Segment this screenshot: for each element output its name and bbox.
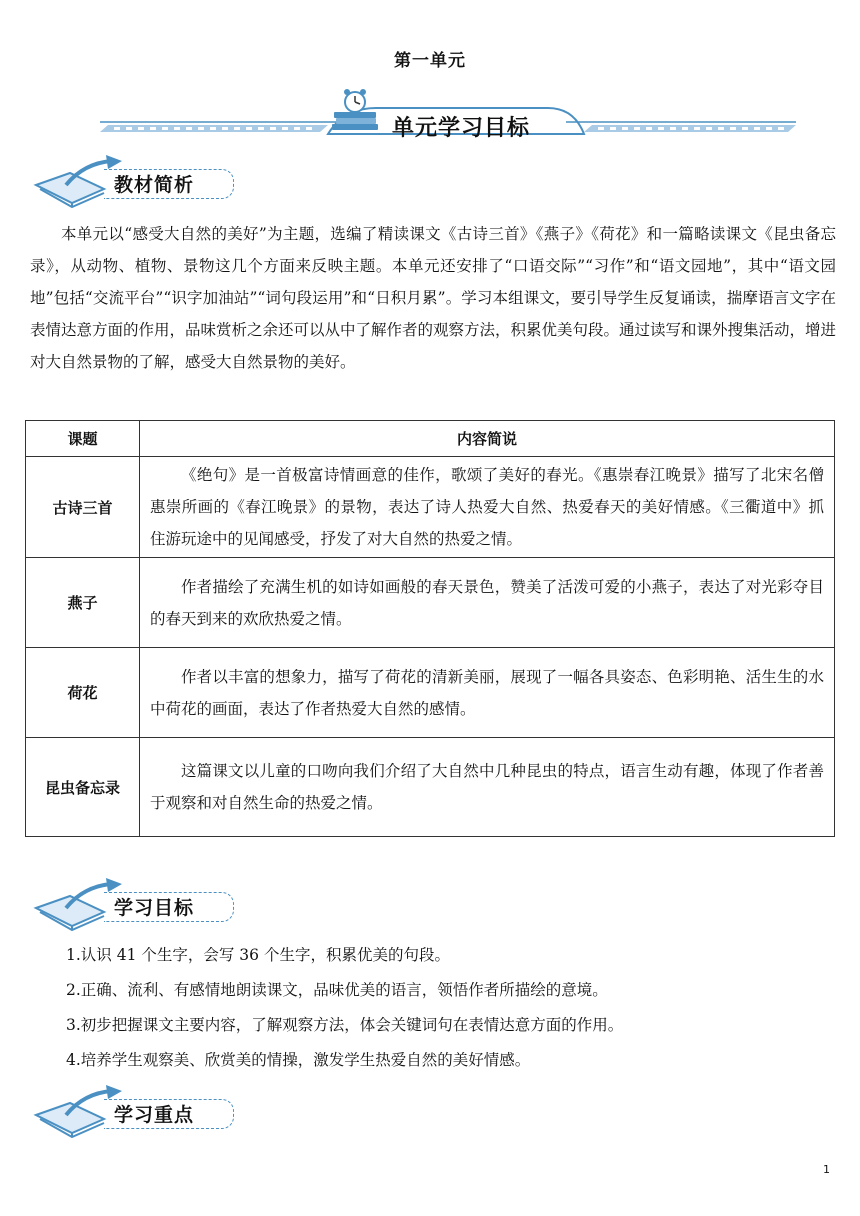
section-title: 教材简析 xyxy=(114,174,195,196)
header-topic: 课题 xyxy=(26,421,140,457)
list-item: 1.认识 41 个生字，会写 36 个生字，积累优美的句段。 xyxy=(66,946,450,964)
table-header-row xyxy=(26,421,835,457)
banner-title: 单元学习目标 xyxy=(392,116,531,141)
section-header-focus xyxy=(30,1085,240,1143)
books-clock-icon xyxy=(332,89,378,130)
row-topic: 昆虫备忘录 xyxy=(26,738,140,837)
row-topic: 古诗三首 xyxy=(26,457,140,558)
row-topic: 荷花 xyxy=(26,648,140,738)
list-item: 4.培养学生观察美、欣赏美的情操，激发学生热爱自然的美好情感。 xyxy=(66,1051,531,1069)
row-desc: 作者描绘了充满生机的如诗如画般的春天景色，赞美了活泼可爱的小燕子，表达了对光彩夺目的春天到来的欢欣热爱之情。 xyxy=(140,558,835,648)
table-row xyxy=(26,558,835,648)
row-topic: 燕子 xyxy=(26,558,140,648)
section-header-goals xyxy=(30,878,240,936)
section-header-textbook xyxy=(30,155,240,213)
goals-list xyxy=(66,942,826,1082)
row-desc: 作者以丰富的想象力，描写了荷花的清新美丽，展现了一幅各具姿态、色彩明艳、活生生的水中荷花的画面，表达了作者热爱大自然的感情。 xyxy=(140,648,835,738)
list-item: 2.正确、流利、有感情地朗读课文，品味优美的语言，领悟作者所描绘的意境。 xyxy=(66,981,608,999)
row-desc: 《绝句》是一首极富诗情画意的佳作，歌颂了美好的春光。《惠崇春江晚景》描写了北宋名僧惠崇所画的《春江晚景》的景物，表达了诗人热爱大自然、热爱春天的美好情感。《三衢道中》抓住游玩途中的见闻感受，抒发了对大自然的热爱之情。 xyxy=(140,457,835,558)
section-title: 学习目标 xyxy=(114,897,195,919)
section-title: 学习重点 xyxy=(114,1104,195,1126)
lesson-table xyxy=(25,420,835,837)
table-row xyxy=(26,738,835,837)
header-desc: 内容简说 xyxy=(140,421,835,457)
intro-paragraph: 本单元以“感受大自然的美好”为主题，选编了精读课文《古诗三首》《燕子》《荷花》和一篇略读课文《昆虫备忘录》，从动物、植物、景物这几个方面来反映主题。本单元还安排了“口语交际”“习作”和“语文园地”，其中“语文园地”包括“交流平台”“识字加油站”“词句段运用”和“日积月累”。学习本组课文，要引导学生反复诵读，揣摩语言文字在表情达意方面的作用，品味赏析之余还可以从中了解作者的观察方法，积累优美句段。通过读写和课外搜集活动，增进对大自然景物的了解，感受大自然景物的美好。 xyxy=(30,225,837,371)
page-number: 1 xyxy=(823,1163,830,1176)
table-row xyxy=(26,457,835,558)
row-desc: 这篇课文以儿童的口吻向我们介绍了大自然中几种昆虫的特点，语言生动有趣，体现了作者善于观察和对自然生命的热爱之情。 xyxy=(140,738,835,837)
table-row xyxy=(26,648,835,738)
list-item: 3.初步把握课文主要内容，了解观察方法，体会关键词句在表情达意方面的作用。 xyxy=(66,1016,624,1034)
unit-title: 第一单元 xyxy=(394,51,466,71)
